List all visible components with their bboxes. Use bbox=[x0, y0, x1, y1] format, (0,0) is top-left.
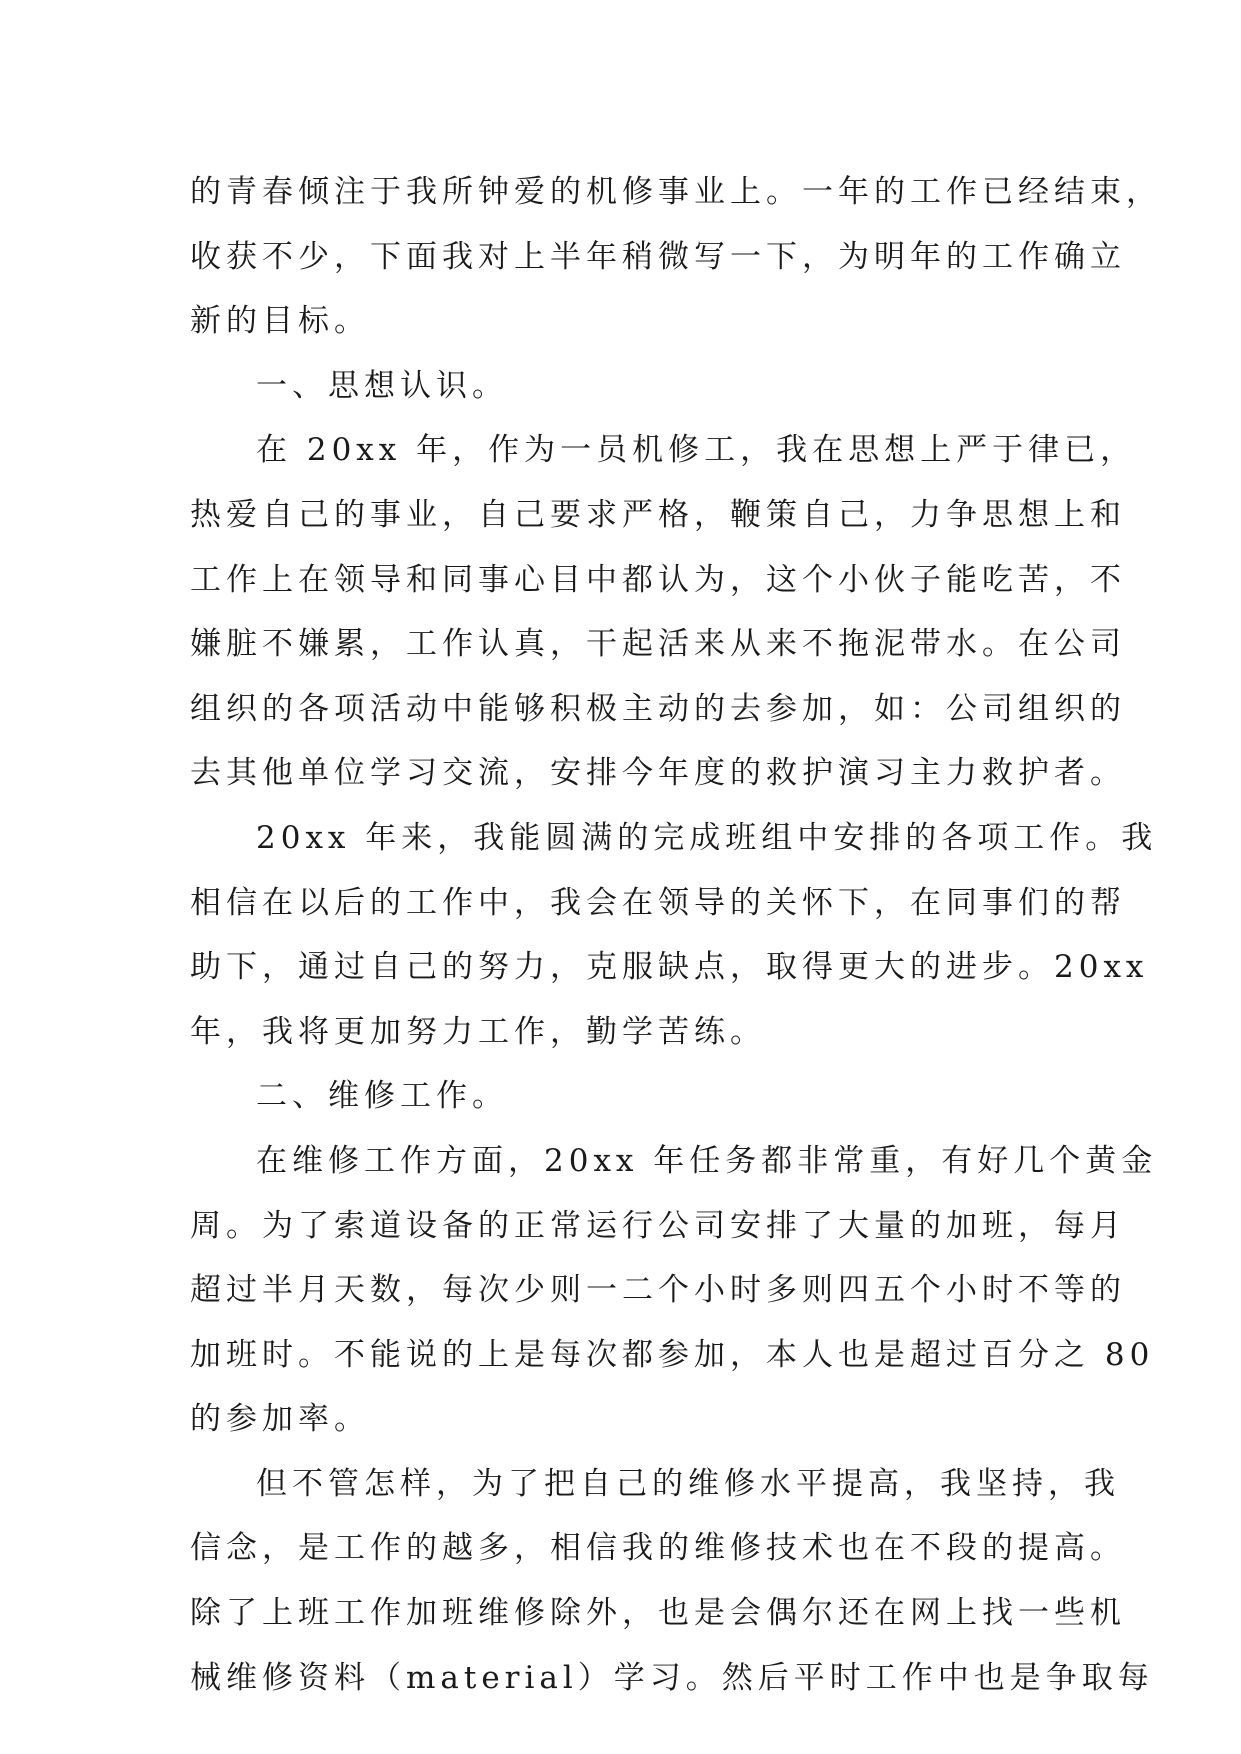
text-line: 除了上班工作加班维修除外，也是会偶尔还在网上找一些机 bbox=[190, 1595, 1126, 1632]
text-line: 周。为了索道设备的正常运行公司安排了大量的加班，每月 bbox=[190, 1207, 1126, 1244]
text-line: 信念，是工作的越多，相信我的维修技术也在不段的提高。 bbox=[190, 1530, 1126, 1567]
text-line: 加班时。不能说的上是每次都参加，本人也是超过百分之 80 bbox=[190, 1336, 1155, 1373]
text-line: 收获不少，下面我对上半年稍微写一下，为明年的工作确立 bbox=[190, 238, 1126, 275]
text-line: 组织的各项活动中能够积极主动的去参加，如：公司组织的 bbox=[190, 690, 1126, 727]
text-line: 相信在以后的工作中，我会在领导的关怀下，在同事们的帮 bbox=[190, 884, 1126, 921]
text-line: 在维修工作方面，20xx 年任务都非常重，有好几个黄金 bbox=[256, 1142, 1158, 1179]
text-line: 嫌脏不嫌累，工作认真，干起活来从来不拖泥带水。在公司 bbox=[190, 626, 1126, 663]
text-line: 去其他单位学习交流，安排今年度的救护演习主力救护者。 bbox=[190, 755, 1126, 792]
text-line: 热爱自己的事业，自己要求严格，鞭策自己，力争思想上和 bbox=[190, 496, 1126, 533]
text-line: 二、维修工作。 bbox=[256, 1078, 508, 1115]
text-line: 械维修资料（material）学习。然后平时工作中也是争取每 bbox=[190, 1659, 1154, 1696]
text-line: 20xx 年来，我能圆满的完成班组中安排的各项工作。我 bbox=[256, 819, 1158, 856]
text-line: 工作上在领导和同事心目中都认为，这个小伙子能吃苦，不 bbox=[190, 561, 1126, 598]
text-line: 超过半月天数，每次少则一二个小时多则四五个小时不等的 bbox=[190, 1272, 1126, 1309]
text-line: 一、思想认识。 bbox=[256, 367, 508, 404]
text-line: 但不管怎样，为了把自己的维修水平提高，我坚持，我 bbox=[256, 1465, 1120, 1502]
text-line: 新的目标。 bbox=[190, 303, 370, 340]
text-line: 在 20xx 年，作为一员机修工，我在思想上严于律已， bbox=[256, 432, 1137, 469]
text-line: 助下，通过自己的努力，克服缺点，取得更大的进步。20xx bbox=[190, 949, 1149, 986]
text-line: 年，我将更加努力工作，勤学苦练。 bbox=[190, 1013, 766, 1050]
document-body bbox=[190, 160, 1162, 1710]
text-line: 的青春倾注于我所钟爱的机修事业上。一年的工作已经结束， bbox=[190, 174, 1162, 210]
text-line: 的参加率。 bbox=[190, 1401, 370, 1438]
